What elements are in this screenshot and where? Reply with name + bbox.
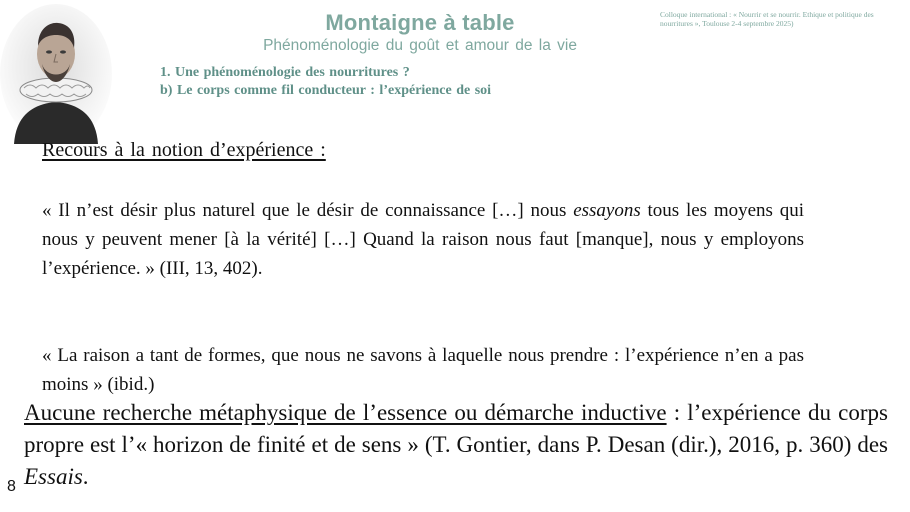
conclusion-underlined: Aucune recherche métaphysique de l’essence ou démarche inductive — [24, 400, 667, 425]
page-number: 8 — [7, 478, 16, 495]
section-heading-1: 1. Une phénoménologie des nourritures ? — [160, 65, 410, 80]
section-heading-2: b) Le corps comme fil conducteur : l’expérience de soi — [160, 83, 492, 98]
conclusion-part-a: : l’expérience du corps propre est l’« horizon de finité et de sens » (T. Gontier, dans P. Desan (dir.), 2016, p. 360) des — [24, 400, 888, 457]
conclusion-paragraph — [24, 397, 888, 493]
topic-heading: Recours à la notion d’expérience : — [42, 139, 326, 161]
quote-1-part-a: « Il n’est désir plus naturel que le désir de connaissance […] nous — [42, 200, 574, 221]
conclusion-part-b: . — [82, 464, 89, 489]
quote-1 — [42, 196, 804, 283]
quote-1-emphasis: essayons — [573, 200, 641, 221]
quote-1-part-b: tous les moyens qui nous y peuvent mener [à la vérité] […] Quand la raison nous faut [manque], nous y employons l’expérience. » (III, 13, 402). — [42, 200, 804, 279]
quote-2: « La raison a tant de formes, que nous ne savons à laquelle nous prendre : l’expérience n’en a pas moins » (ibid.) — [42, 345, 804, 395]
montaigne-portrait — [0, 4, 112, 144]
slide-subtitle: Phénoménologie du goût et amour de la vie — [263, 37, 577, 54]
conclusion-emphasis: Essais — [24, 464, 83, 489]
colloquium-note: Colloque international : « Nourrir et se nourrir. Ethique et politique des nourritures », Toulouse 2-4 septembre 2025) — [660, 10, 874, 28]
slide-title: Montaigne à table — [325, 10, 515, 35]
